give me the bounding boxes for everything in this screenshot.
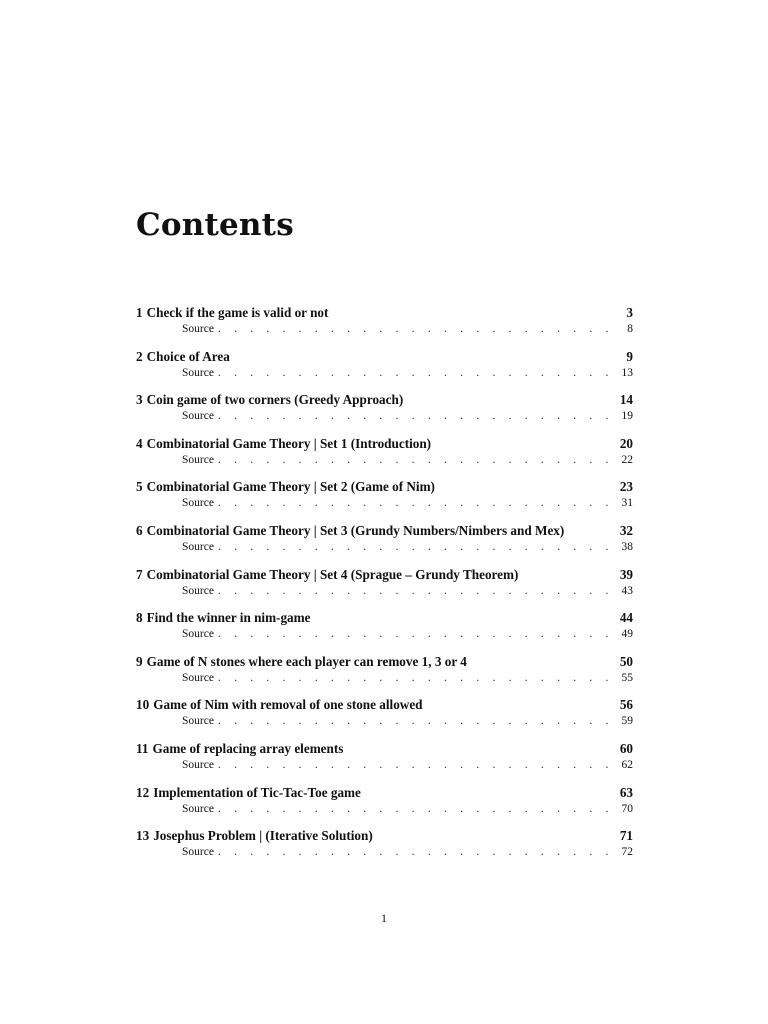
chapter-number: 5 [136,479,143,495]
chapter-number: 9 [136,653,143,669]
chapter-link[interactable] [136,697,633,715]
chapter-title: Game of Nim with removal of one stone allowed [153,697,423,713]
dot-leader [218,628,611,640]
chapter-page-number: 32 [619,522,633,538]
dot-leader [218,803,611,815]
source-link[interactable] [182,497,633,513]
toc-entry [136,697,633,741]
source-link[interactable] [182,672,633,688]
chapter-page-number: 3 [626,305,633,320]
source-label: Source [182,497,214,510]
dot-leader [218,497,611,509]
chapter-title: Combinatorial Game Theory | Set 1 (Introduction) [146,435,432,451]
dot-leader [218,585,611,597]
chapter-number: 2 [136,348,143,364]
toc-entry [136,523,633,567]
dot-leader [218,323,611,335]
chapter-link[interactable] [136,523,633,541]
source-link[interactable] [182,759,633,775]
chapter-link[interactable] [136,785,633,803]
source-label: Source [182,715,214,728]
chapter-page-number: 56 [619,697,633,713]
chapter-link[interactable] [136,610,633,628]
dot-leader [218,410,611,422]
source-label: Source [182,671,214,684]
chapter-page-number: 39 [619,566,633,582]
source-page-number: 19 [621,410,633,423]
chapter-page-number: 14 [619,392,633,408]
chapter-link[interactable] [136,349,633,367]
chapter-title: Combinatorial Game Theory | Set 3 (Grundy Numbers/Nimbers and Mex) [146,522,565,538]
dot-leader [218,454,611,466]
chapter-page-number: 44 [619,610,633,626]
chapter-link[interactable] [136,436,633,454]
chapter-link[interactable] [136,305,633,323]
dot-leader [218,759,611,771]
toc-entry [136,654,633,698]
source-link[interactable] [182,846,633,862]
chapter-page-number: 71 [619,828,633,844]
chapter-link[interactable] [136,654,633,672]
chapter-number: 13 [136,828,150,844]
toc-entry [136,349,633,393]
chapter-page-number: 9 [626,348,633,364]
chapter-link[interactable] [136,479,633,497]
source-label: Source [182,410,214,423]
source-label: Source [182,584,214,597]
chapter-title: Game of replacing array elements [152,740,344,756]
chapter-title: Combinatorial Game Theory | Set 2 (Game of Nim) [146,479,435,495]
chapter-number: 12 [136,784,150,800]
page-title: Contents [136,207,294,243]
footer-page-number: 1 [381,911,387,925]
toc-entry [136,567,633,611]
chapter-number: 7 [136,566,143,582]
source-link[interactable] [182,454,633,470]
dot-leader [218,672,611,684]
chapter-number: 3 [136,392,143,408]
chapter-number: 1 [136,305,143,320]
chapter-number: 6 [136,522,143,538]
source-page-number: 59 [621,715,633,728]
source-label: Source [182,540,214,553]
source-page-number: 62 [621,758,633,771]
dot-leader [218,541,611,553]
source-page-number: 43 [621,584,633,597]
toc-entry [136,828,633,872]
source-page-number: 8 [627,323,633,335]
dot-leader [218,367,611,379]
chapter-page-number: 63 [619,784,633,800]
chapter-link[interactable] [136,392,633,410]
dot-leader [218,715,611,727]
source-page-number: 13 [621,366,633,379]
source-link[interactable] [182,803,633,819]
source-link[interactable] [182,367,633,383]
chapter-page-number: 50 [619,653,633,669]
source-link[interactable] [182,410,633,426]
source-page-number: 31 [621,497,633,510]
source-page-number: 70 [621,802,633,815]
source-label: Source [182,628,214,641]
chapter-title: Choice of Area [146,348,230,364]
source-label: Source [182,453,214,466]
chapter-title: Coin game of two corners (Greedy Approach) [146,392,404,408]
toc-entry [136,479,633,523]
chapter-number: 8 [136,610,143,626]
source-page-number: 55 [621,671,633,684]
source-page-number: 49 [621,628,633,641]
toc-entry [136,610,633,654]
source-label: Source [182,846,214,859]
chapter-number: 4 [136,435,143,451]
source-link[interactable] [182,585,633,601]
chapter-page-number: 23 [619,479,633,495]
toc-entry [136,392,633,436]
chapter-title: Implementation of Tic-Tac-Toe game [153,784,361,800]
chapter-link[interactable] [136,828,633,846]
source-link[interactable] [182,628,633,644]
source-label: Source [182,323,214,335]
chapter-title: Find the winner in nim-game [146,610,311,626]
table-of-contents [136,305,633,872]
chapter-page-number: 60 [619,740,633,756]
source-page-number: 22 [621,453,633,466]
toc-entry [136,785,633,829]
source-link[interactable] [182,541,633,557]
toc-entry [136,436,633,480]
source-label: Source [182,758,214,771]
source-page-number: 72 [621,846,633,859]
chapter-link[interactable] [136,567,633,585]
chapter-number: 11 [136,740,149,756]
chapter-page-number: 20 [619,435,633,451]
chapter-title: Josephus Problem | (Iterative Solution) [153,828,373,844]
chapter-link[interactable] [136,741,633,759]
source-page-number: 38 [621,540,633,553]
source-link[interactable] [182,715,633,731]
dot-leader [218,846,611,858]
source-label: Source [182,366,214,379]
source-link[interactable] [182,323,633,339]
chapter-title: Game of N stones where each player can remove 1, 3 or 4 [146,653,467,669]
chapter-title: Check if the game is valid or not [146,305,329,320]
chapter-number: 10 [136,697,150,713]
chapter-title: Combinatorial Game Theory | Set 4 (Sprague – Grundy Theorem) [146,566,519,582]
source-label: Source [182,802,214,815]
toc-entry [136,741,633,785]
toc-entry [136,305,633,349]
